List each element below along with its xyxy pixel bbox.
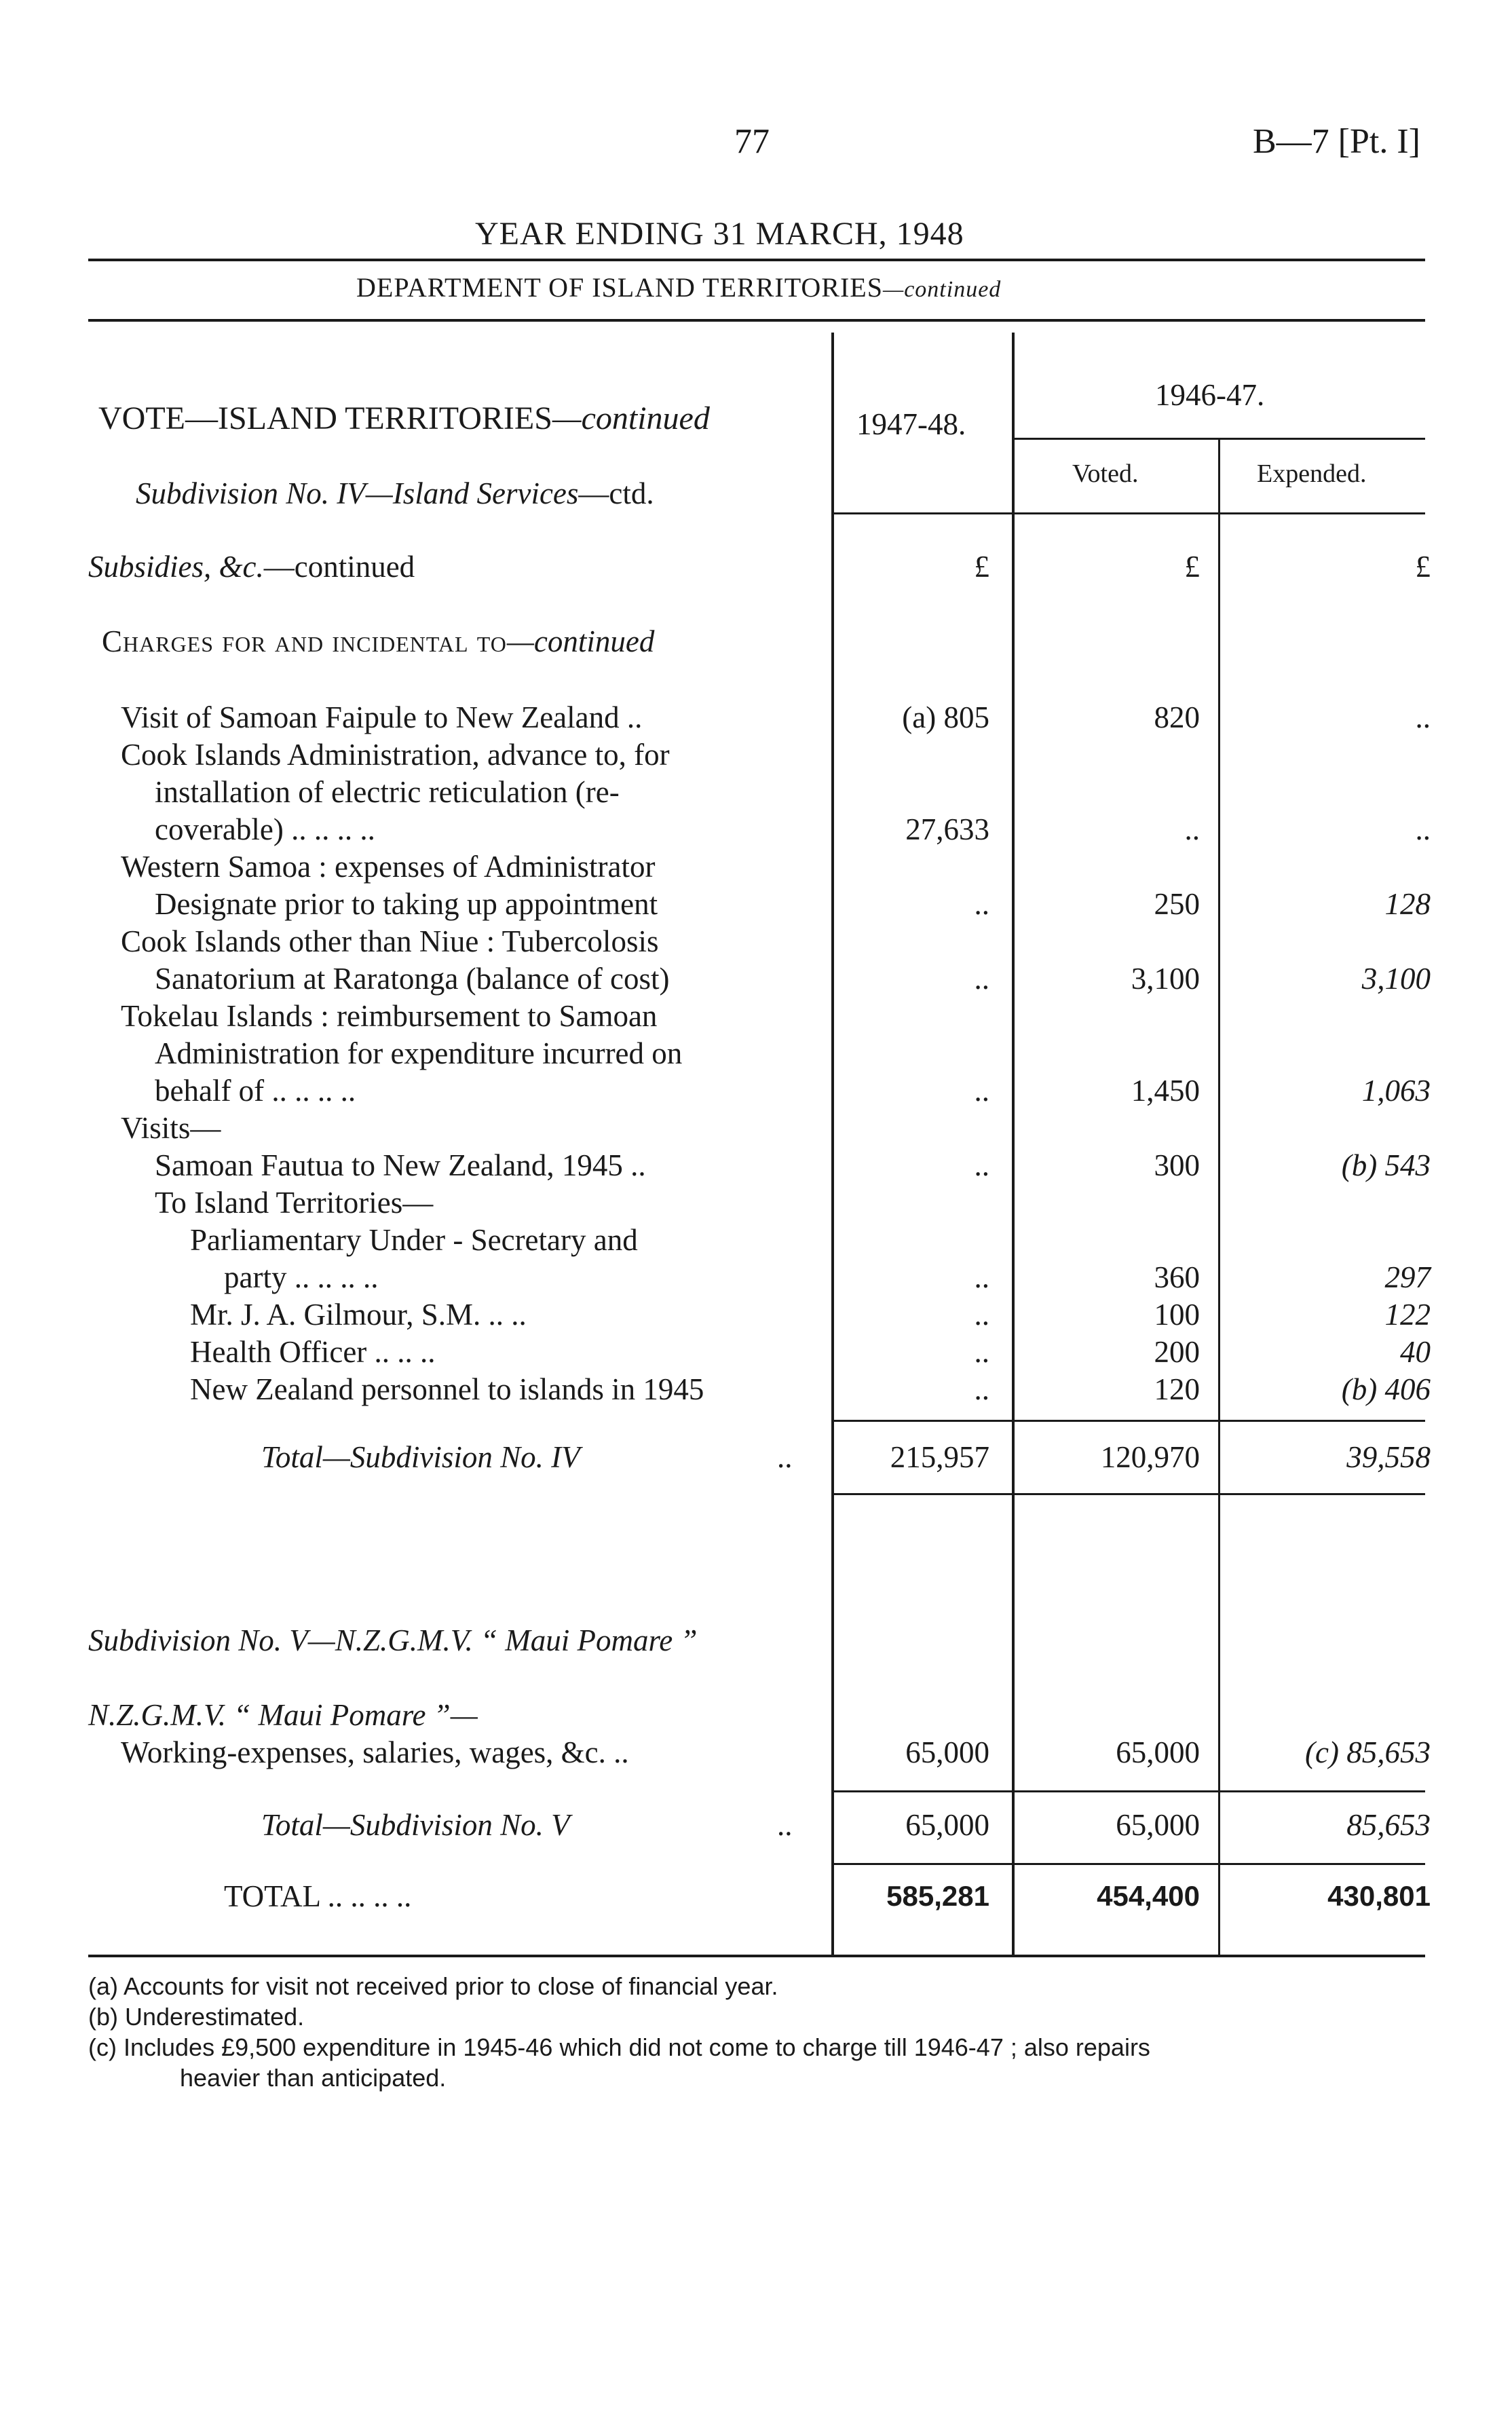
column-divider-3 — [1218, 440, 1220, 1955]
department-name: DEPARTMENT OF ISLAND TERRITORIES — [356, 272, 883, 303]
total-iv-expended: 39,558 — [1346, 1440, 1431, 1474]
vote-title-suffix: —continued — [552, 400, 710, 436]
row-gilmour-voted: 100 — [1154, 1298, 1200, 1332]
charges-suffix: —continued — [506, 624, 655, 658]
row-tb-line1: Cook Islands other than Niue : Tubercolosis — [121, 924, 659, 958]
grand-total-voted: 454,400 — [1097, 1880, 1200, 1912]
row-faipule-1947-48: (a) 805 — [902, 700, 989, 734]
row-health-voted: 200 — [1154, 1335, 1200, 1369]
row-tb-line2: Sanatorium at Raratonga (balance of cost) — [155, 962, 670, 996]
total-iv-label: Total—Subdivision No. IV — [261, 1440, 580, 1474]
row-tokelau-1947-48: .. — [974, 1074, 989, 1108]
subsidies-label: Subsidies, &c. — [88, 550, 264, 584]
row-working-expenses-expended: (c) 85,653 — [1305, 1735, 1431, 1769]
page-title: YEAR ENDING 31 MARCH, 1948 — [475, 216, 964, 252]
currency-1947-48: £ — [974, 550, 989, 584]
row-tokelau-line1: Tokelau Islands : reimbursement to Samoan — [121, 999, 658, 1033]
maui-pomare-heading: N.Z.G.M.V. “ Maui Pomare ”— — [88, 1698, 478, 1732]
total-iv-voted: 120,970 — [1100, 1440, 1200, 1474]
row-health-expended: 40 — [1400, 1335, 1431, 1369]
department-heading — [356, 271, 1001, 306]
column-header-rule — [833, 512, 1425, 514]
column-divider-1 — [831, 333, 834, 1955]
footnote-c-line2: heavier than anticipated. — [180, 2064, 447, 2092]
grand-total-1947-48: 585,281 — [886, 1880, 989, 1912]
row-tokelau-expended: 1,063 — [1361, 1074, 1431, 1108]
currency-voted: £ — [1184, 550, 1200, 584]
row-samoa-line1: Western Samoa : expenses of Administrator — [121, 850, 656, 884]
total-v-1947-48: 65,000 — [905, 1808, 989, 1842]
total-v-expended: 85,653 — [1346, 1808, 1431, 1842]
total-v-top-rule — [833, 1790, 1425, 1792]
row-fautua-1947-48: .. — [974, 1148, 989, 1182]
subdivision-iv-text: Subdivision No. IV—Island Services — [136, 476, 579, 510]
row-working-expenses-voted: 65,000 — [1116, 1735, 1200, 1769]
vote-title — [98, 400, 710, 437]
vote-title-text: VOTE—ISLAND TERRITORIES — [98, 400, 552, 436]
row-visits-heading: Visits— — [121, 1111, 221, 1145]
row-nz-personnel-voted: 120 — [1154, 1372, 1200, 1406]
col-header-voted: Voted. — [1072, 459, 1139, 488]
currency-expended: £ — [1415, 550, 1431, 584]
row-samoa-1947-48: .. — [974, 887, 989, 921]
total-iv-leader: .. — [777, 1440, 793, 1474]
grand-total-top-rule — [833, 1863, 1425, 1865]
total-v-voted: 65,000 — [1116, 1808, 1200, 1842]
row-cook-admin-expended: .. — [1415, 812, 1431, 846]
row-tb-voted: 3,100 — [1131, 962, 1200, 996]
row-tb-1947-48: .. — [974, 962, 989, 996]
department-rule — [88, 319, 1425, 322]
row-health-label: Health Officer .. .. .. — [190, 1335, 436, 1369]
row-parl-expended: 297 — [1384, 1260, 1431, 1294]
row-tb-expended: 3,100 — [1361, 962, 1431, 996]
row-cook-admin-line2: installation of electric reticulation (re- — [155, 775, 620, 809]
subsidies-heading — [88, 548, 415, 585]
subdivision-v-heading: Subdivision No. V—N.Z.G.M.V. “ Maui Pomare ” — [88, 1623, 698, 1657]
row-samoa-line2: Designate prior to taking up appointment — [155, 887, 658, 921]
title-rule — [88, 259, 1425, 261]
footnote-c-line1: (c) Includes £9,500 expenditure in 1945-46 which did not come to charge till 1946-47 ; also repairs — [88, 2033, 1150, 2061]
row-fautua-voted: 300 — [1154, 1148, 1200, 1182]
report-reference: B—7 [Pt. I] — [1253, 122, 1420, 161]
row-health-1947-48: .. — [974, 1335, 989, 1369]
total-iv-1947-48: 215,957 — [890, 1440, 989, 1474]
row-samoa-expended: 128 — [1384, 887, 1431, 921]
row-cook-admin-line1: Cook Islands Administration, advance to, for — [121, 738, 670, 772]
row-faipule-expended: .. — [1415, 700, 1431, 734]
row-fautua-label: Samoan Fautua to New Zealand, 1945 .. — [155, 1148, 646, 1182]
row-gilmour-1947-48: .. — [974, 1298, 989, 1332]
row-tokelau-line2: Administration for expenditure incurred on — [155, 1036, 683, 1070]
grand-total-expended: 430,801 — [1327, 1880, 1431, 1912]
row-parl-line1: Parliamentary Under - Secretary and — [190, 1223, 638, 1257]
row-gilmour-label: Mr. J. A. Gilmour, S.M. .. .. — [190, 1298, 527, 1332]
subdivision-iv-heading — [136, 475, 654, 512]
column-divider-2 — [1012, 333, 1015, 1955]
total-v-label: Total—Subdivision No. V — [261, 1808, 570, 1842]
row-samoa-voted: 250 — [1154, 887, 1200, 921]
row-nz-personnel-label: New Zealand personnel to islands in 1945 — [190, 1372, 704, 1406]
row-parl-voted: 360 — [1154, 1260, 1200, 1294]
row-working-expenses-1947-48: 65,000 — [905, 1735, 989, 1769]
col-header-expended: Expended. — [1257, 459, 1367, 488]
row-tokelau-voted: 1,450 — [1131, 1074, 1200, 1108]
row-cook-admin-line3: coverable) .. .. .. .. — [155, 812, 375, 846]
subdivision-iv-suffix: —ctd. — [578, 476, 654, 510]
row-nz-personnel-1947-48: .. — [974, 1372, 989, 1406]
grand-total-label: TOTAL .. .. .. .. — [224, 1879, 412, 1913]
row-faipule-voted: 820 — [1154, 700, 1200, 734]
charges-label: Charges for and incidental to — [102, 624, 507, 658]
row-parl-line2: party .. .. .. .. — [224, 1260, 379, 1294]
col-header-1947-48: 1947-48. — [856, 407, 966, 441]
row-faipule-label: Visit of Samoan Faipule to New Zealand .. — [121, 700, 643, 734]
row-cook-admin-voted: .. — [1184, 812, 1200, 846]
row-working-expenses-label: Working-expenses, salaries, wages, &c. .. — [121, 1735, 629, 1769]
row-gilmour-expended: 122 — [1384, 1298, 1431, 1332]
row-fautua-expended: (b) 543 — [1341, 1148, 1431, 1182]
row-parl-1947-48: .. — [974, 1260, 989, 1294]
total-v-leader: .. — [777, 1808, 793, 1842]
footnote-a: (a) Accounts for visit not received prior to close of financial year. — [88, 1972, 778, 2000]
total-iv-bottom-rule — [833, 1493, 1425, 1495]
col-header-1946-47: 1946-47. — [1155, 378, 1265, 412]
table-bottom-rule — [88, 1955, 1425, 1957]
row-nz-personnel-expended: (b) 406 — [1341, 1372, 1431, 1406]
row-cook-admin-1947-48: 27,633 — [905, 812, 989, 846]
row-tokelau-line3: behalf of .. .. .. .. — [155, 1074, 356, 1108]
total-iv-top-rule — [833, 1420, 1425, 1422]
page-number: 77 — [734, 122, 770, 161]
row-to-islands-heading: To Island Territories— — [155, 1186, 434, 1220]
subsidies-suffix: —continued — [263, 550, 415, 584]
department-suffix: —continued — [882, 277, 1002, 302]
footnote-b: (b) Underestimated. — [88, 2003, 305, 2031]
charges-heading — [102, 623, 654, 660]
